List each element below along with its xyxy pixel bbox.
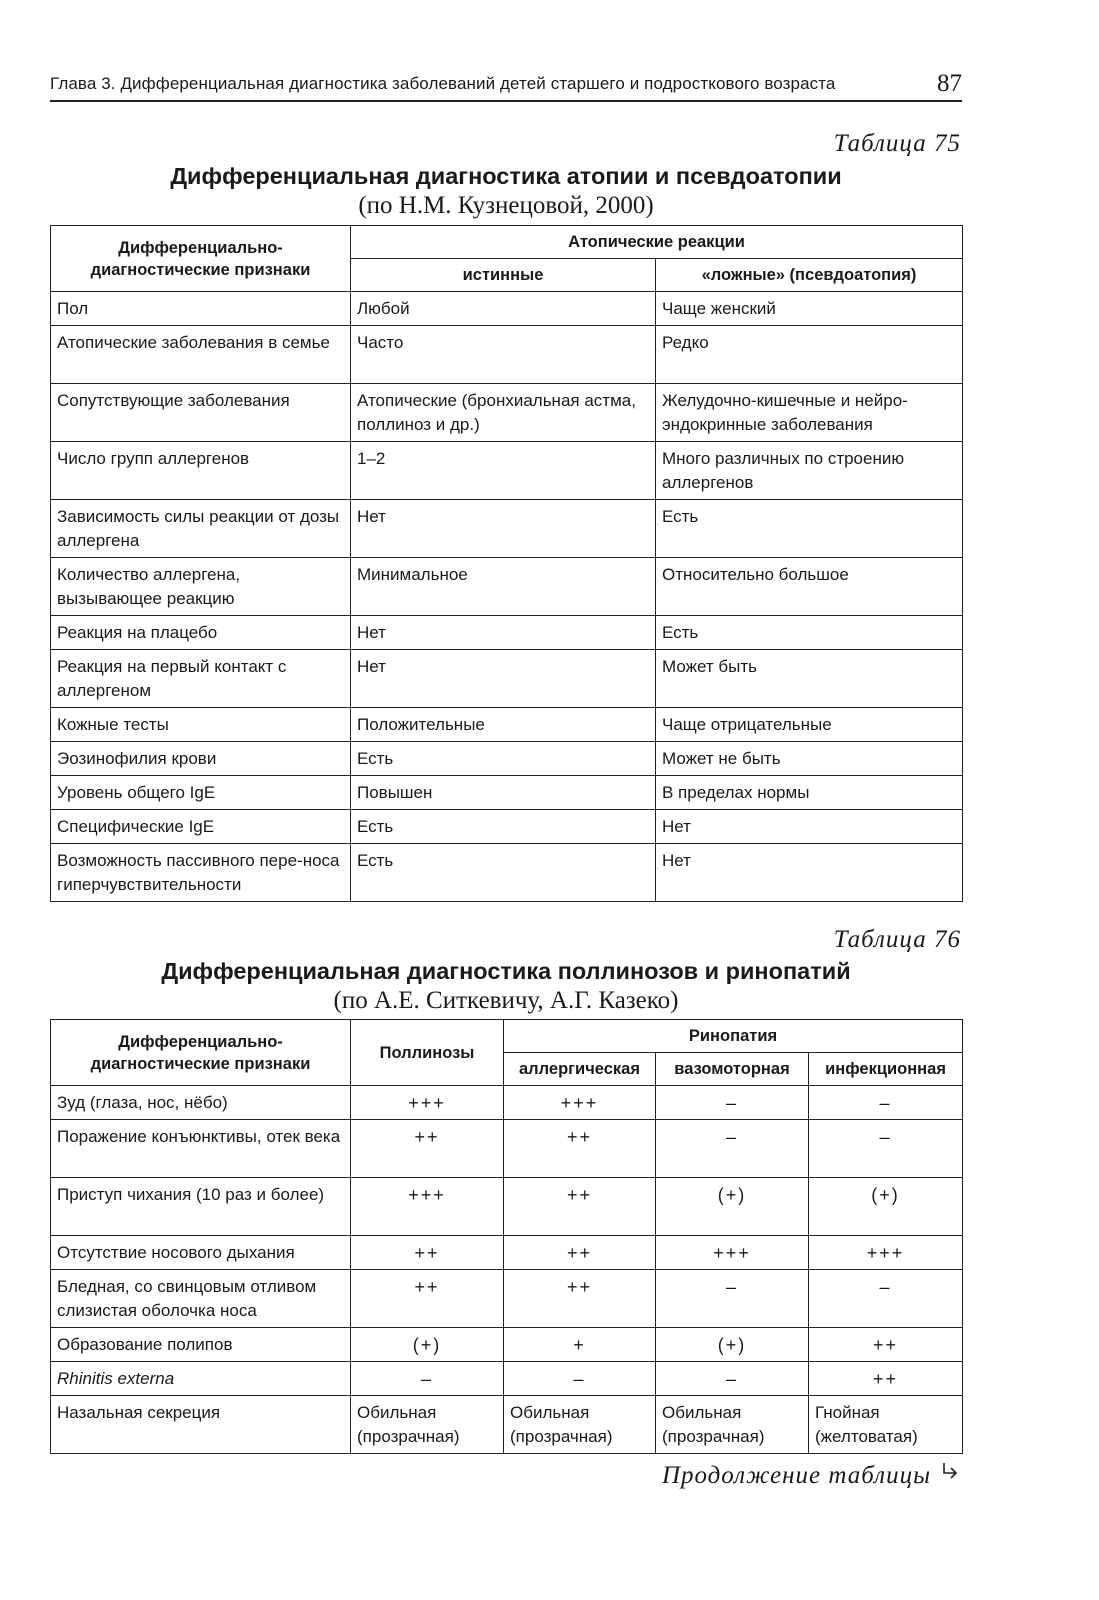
- table-cell: Чаще отрицательные: [656, 708, 963, 742]
- table-cell: ++: [504, 1120, 656, 1178]
- row-label: Атопические заболевания в семье: [51, 326, 351, 384]
- table-row: [51, 650, 963, 708]
- table-cell: Относительно большое: [656, 558, 963, 616]
- table-cell: Может не быть: [656, 742, 963, 776]
- table-cell: –: [809, 1120, 963, 1178]
- table76-subheader: инфекционная: [809, 1053, 963, 1086]
- table-row: [51, 1362, 963, 1396]
- table-cell: (+): [351, 1328, 504, 1362]
- table-row: [51, 326, 963, 384]
- table-row: [51, 558, 963, 616]
- table-cell: Повышен: [351, 776, 656, 810]
- table-cell: Есть: [656, 500, 963, 558]
- table-cell: +++: [504, 1086, 656, 1120]
- table-cell: Часто: [351, 326, 656, 384]
- running-header: [50, 68, 962, 102]
- table-cell: –: [656, 1362, 809, 1396]
- table-cell: +++: [809, 1236, 963, 1270]
- row-label: Образование полипов: [51, 1328, 351, 1362]
- table-row: [51, 708, 963, 742]
- row-label: Возможность пассивного пере-носа гиперчувствительности: [51, 844, 351, 902]
- table76-group-header: Ринопатия: [504, 1020, 963, 1053]
- table-cell: Положительные: [351, 708, 656, 742]
- table-cell: ++: [351, 1120, 504, 1178]
- table-cell: –: [351, 1362, 504, 1396]
- table-row: [51, 384, 963, 442]
- table75-col-header: Дифференциально-диагностические признаки: [51, 226, 351, 292]
- table-cell: ++: [351, 1270, 504, 1328]
- table-cell: +++: [351, 1178, 504, 1236]
- table-cell: (+): [656, 1178, 809, 1236]
- row-label: Кожные тесты: [51, 708, 351, 742]
- table-cell: ++: [504, 1236, 656, 1270]
- table-cell: Нет: [656, 810, 963, 844]
- row-label: Эозинофилия крови: [51, 742, 351, 776]
- table76-subheader: вазомоторная: [656, 1053, 809, 1086]
- running-title: Глава 3. Дифференциальная диагностика заболеваний детей старшего и подросткового возраста: [50, 74, 836, 93]
- table-row: [51, 844, 963, 902]
- row-label: Сопутствующие заболевания: [51, 384, 351, 442]
- table-cell: Гнойная (желтоватая): [809, 1396, 963, 1454]
- table-cell: Нет: [351, 500, 656, 558]
- table-row: [51, 810, 963, 844]
- table-cell: Нет: [351, 616, 656, 650]
- table75-subtitle: (по Н.М. Кузнецовой, 2000): [358, 192, 654, 219]
- table-cell: Минимальное: [351, 558, 656, 616]
- row-label: Назальная секреция: [51, 1396, 351, 1454]
- table-cell: (+): [809, 1178, 963, 1236]
- row-label: Количество аллергена, вызывающее реакцию: [51, 558, 351, 616]
- table-cell: В пределах нормы: [656, 776, 963, 810]
- table-cell: Может быть: [656, 650, 963, 708]
- table-row: [51, 1120, 963, 1178]
- row-label: Поражение конъюнктивы, отек века: [51, 1120, 351, 1178]
- table-cell: Обильная (прозрачная): [656, 1396, 809, 1454]
- table-cell: –: [809, 1086, 963, 1120]
- table-row: [51, 1236, 963, 1270]
- table75-subheader: «ложные» (псевдоатопия): [656, 259, 963, 292]
- table-cell: Есть: [656, 616, 963, 650]
- row-label: Реакция на плацебо: [51, 616, 351, 650]
- table-cell: –: [656, 1086, 809, 1120]
- row-label: Бледная, со свинцовым отливом слизистая оболочка носа: [51, 1270, 351, 1328]
- continued-note: [662, 1461, 961, 1490]
- table-cell: +++: [656, 1236, 809, 1270]
- table-cell: ++: [809, 1328, 963, 1362]
- table-cell: Желудочно-кишечные и нейро-эндокринные заболевания: [656, 384, 963, 442]
- table-cell: ++: [809, 1362, 963, 1396]
- table75: [50, 225, 963, 902]
- table-cell: Есть: [351, 844, 656, 902]
- table-row: [51, 442, 963, 500]
- table-row: [51, 616, 963, 650]
- table-cell: Редко: [656, 326, 963, 384]
- table-cell: +++: [351, 1086, 504, 1120]
- table-cell: –: [809, 1270, 963, 1328]
- continued-text: Продолжение таблицы: [661, 1461, 931, 1489]
- table76-subtitle: (по А.Е. Ситкевичу, А.Г. Казеко): [333, 987, 679, 1014]
- table76-label: Таблица 76: [833, 926, 961, 953]
- table76-title: Дифференциальная диагностика поллинозов и ринопатий: [161, 958, 851, 984]
- table75-group-header: Атопические реакции: [351, 226, 963, 259]
- row-label: Число групп аллергенов: [51, 442, 351, 500]
- table-cell: Обильная (прозрачная): [504, 1396, 656, 1454]
- table75-label: Таблица 75: [833, 130, 961, 157]
- row-label: Реакция на первый контакт с аллергеном: [51, 650, 351, 708]
- row-label: Уровень общего IgE: [51, 776, 351, 810]
- page-number: 87: [937, 70, 962, 97]
- table-cell: ++: [504, 1270, 656, 1328]
- table-cell: Много различных по строению аллергенов: [656, 442, 963, 500]
- arrow-turn-icon: [939, 1461, 961, 1490]
- row-label: Зависимость силы реакции от дозы аллергена: [51, 500, 351, 558]
- table-row: [51, 292, 963, 326]
- table-row: [51, 1270, 963, 1328]
- table-row: [51, 1178, 963, 1236]
- table-row: [51, 1328, 963, 1362]
- row-label: Пол: [51, 292, 351, 326]
- table-cell: Нет: [351, 650, 656, 708]
- row-label: Отсутствие носового дыхания: [51, 1236, 351, 1270]
- table-cell: Нет: [656, 844, 963, 902]
- table-cell: ++: [351, 1236, 504, 1270]
- table76-subheader: аллергическая: [504, 1053, 656, 1086]
- row-label: Rhinitis externa: [51, 1362, 351, 1396]
- row-label: Специфические IgE: [51, 810, 351, 844]
- table75-title: Дифференциальная диагностика атопии и псевдоатопии: [170, 163, 842, 189]
- row-label: Зуд (глаза, нос, нёбо): [51, 1086, 351, 1120]
- table-cell: Любой: [351, 292, 656, 326]
- table76-col-header: Дифференциально-диагностические признаки: [51, 1020, 351, 1086]
- table-cell: ++: [504, 1178, 656, 1236]
- table75-subheader: истинные: [351, 259, 656, 292]
- table-cell: Чаще женский: [656, 292, 963, 326]
- table-cell: Есть: [351, 810, 656, 844]
- table-row: [51, 742, 963, 776]
- table-cell: (+): [656, 1328, 809, 1362]
- table76-body: [51, 1086, 963, 1454]
- table-row: [51, 1086, 963, 1120]
- row-label: Приступ чихания (10 раз и более): [51, 1178, 351, 1236]
- table76: [50, 1019, 963, 1454]
- table-row: [51, 1396, 963, 1454]
- table-cell: Есть: [351, 742, 656, 776]
- table-cell: Обильная (прозрачная): [351, 1396, 504, 1454]
- table-cell: –: [504, 1362, 656, 1396]
- table-row: [51, 500, 963, 558]
- table-cell: +: [504, 1328, 656, 1362]
- table75-body: [51, 292, 963, 902]
- table-cell: Атопические (бронхиальная астма, поллиноз и др.): [351, 384, 656, 442]
- table-row: [51, 776, 963, 810]
- table76-col-pollinosis: Поллинозы: [351, 1020, 504, 1086]
- table-cell: 1–2: [351, 442, 656, 500]
- table-cell: –: [656, 1120, 809, 1178]
- table-cell: –: [656, 1270, 809, 1328]
